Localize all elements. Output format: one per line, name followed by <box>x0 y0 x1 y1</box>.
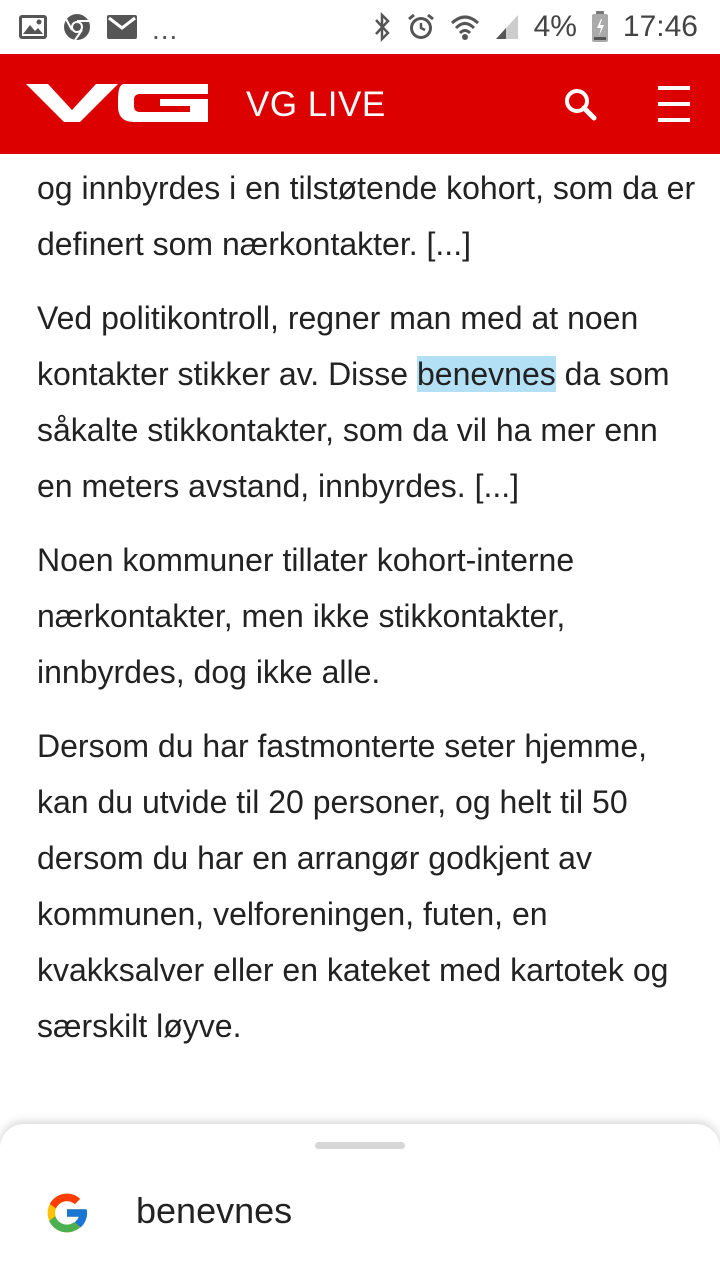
more-notifications: ... <box>152 14 179 45</box>
status-bar <box>0 0 720 54</box>
signal-icon <box>494 13 520 41</box>
battery-icon <box>591 11 609 43</box>
paragraph-text: Ved politikontroll, regner man med at noen kontakter stikker av. Disse <box>37 300 639 392</box>
vg-logo[interactable] <box>26 84 208 122</box>
search-button[interactable] <box>560 84 600 124</box>
menu-bar <box>658 86 690 90</box>
header-title[interactable]: VG LIVE <box>246 85 386 124</box>
google-icon <box>42 1188 92 1238</box>
bluetooth-icon <box>372 12 392 42</box>
wifi-icon <box>450 13 480 41</box>
article-paragraph: Dersom du har fastmonterte seter hjemme, kan du utvide til 20 personer, og helt til 50 dersom du har en arrangør godkjent av kommunen, velforeningen, futen, en kvakksalver eller en kateket med kartotek og særskilt løyve. <box>37 728 669 1044</box>
article-body <box>37 160 697 1072</box>
search-icon <box>563 87 597 121</box>
image-icon <box>18 13 48 41</box>
menu-bar <box>658 118 690 122</box>
tap-to-search-sheet[interactable] <box>0 1124 720 1280</box>
menu-bar <box>658 102 690 106</box>
article-paragraph: Noen kommuner tillater kohort-interne nærkontakter, men ikke stikkontakter, innbyrdes, dog ikke alle. <box>37 542 575 690</box>
mail-icon <box>106 14 138 40</box>
sheet-drag-handle[interactable] <box>315 1142 405 1149</box>
menu-icon[interactable] <box>658 84 702 124</box>
clock: 17:46 <box>622 10 698 43</box>
paragraph-text: da som såkalte stikkontakter, som da vil ha mer enn en meters avstand, innbyrdes. [...] <box>37 356 670 504</box>
article-paragraph: og innbyrdes i en tilstøtende kohort, som da er definert som nærkontakter. [...] <box>37 170 696 262</box>
alarm-icon <box>406 12 436 42</box>
article-paragraph <box>37 290 697 514</box>
battery-percent: 4% <box>533 10 577 43</box>
chrome-icon <box>62 12 92 42</box>
search-query[interactable]: benevnes <box>136 1190 293 1231</box>
status-left <box>18 8 178 46</box>
selected-word[interactable]: benevnes <box>416 356 556 392</box>
app-header <box>0 54 720 154</box>
status-right <box>372 10 698 44</box>
